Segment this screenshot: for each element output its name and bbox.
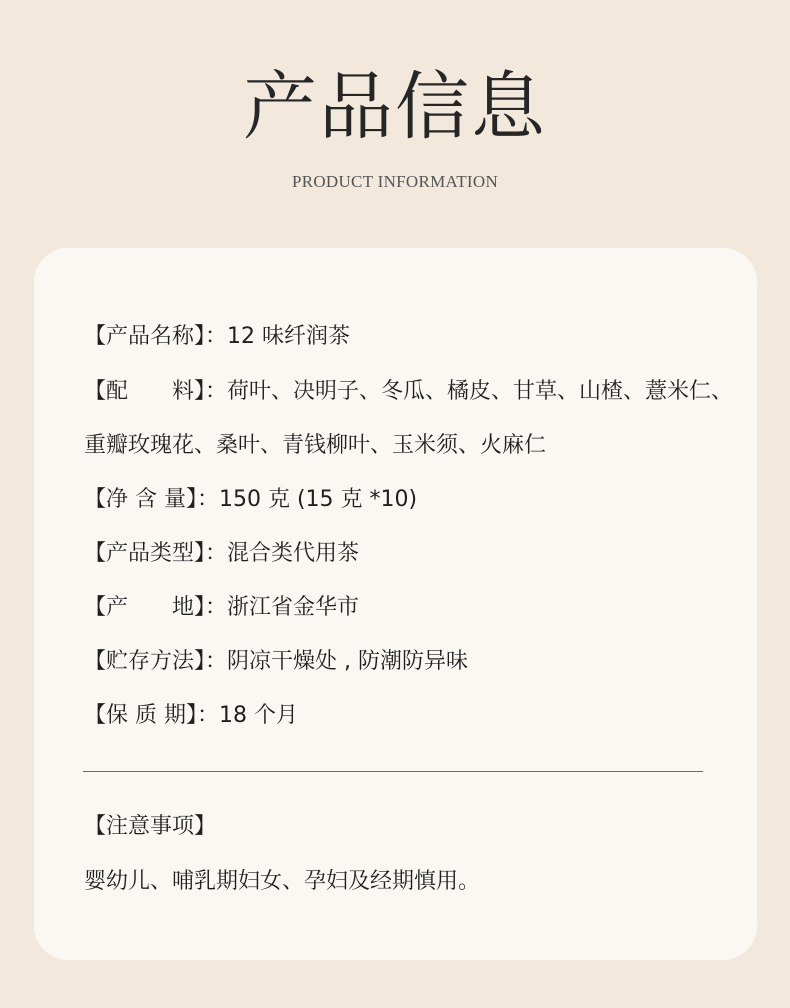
product-type-line: 【产品类型】：混合类代用茶: [84, 541, 360, 566]
ingredients-line-2: 重瓣玫瑰花、桑叶、青钱柳叶、玉米须、火麻仁: [84, 433, 547, 458]
page-title: 产品信息: [243, 64, 547, 150]
notes-heading: 【注意事项】: [84, 814, 217, 839]
shelf-life-line: 【保 质 期】：18 个月: [84, 703, 298, 728]
notes-text: 婴幼儿、哺乳期妇女、孕妇及经期慎用。: [84, 869, 481, 894]
page-subtitle: PRODUCT INFORMATION: [291, 172, 499, 191]
origin-line: 【产 地】：浙江省金华市: [84, 595, 360, 620]
net-content-line: 【净 含 量】：150 克 (15 克 *10): [84, 487, 418, 512]
ingredients-line-1: 【配 料】：荷叶、决明子、冬瓜、橘皮、甘草、山楂、薏米仁、: [84, 379, 734, 404]
product-name-line: 【产品名称】：12 味纤润茶: [84, 324, 350, 349]
storage-line: 【贮存方法】：阴凉干燥处 , 防潮防异味: [84, 649, 468, 674]
divider: [83, 771, 703, 772]
